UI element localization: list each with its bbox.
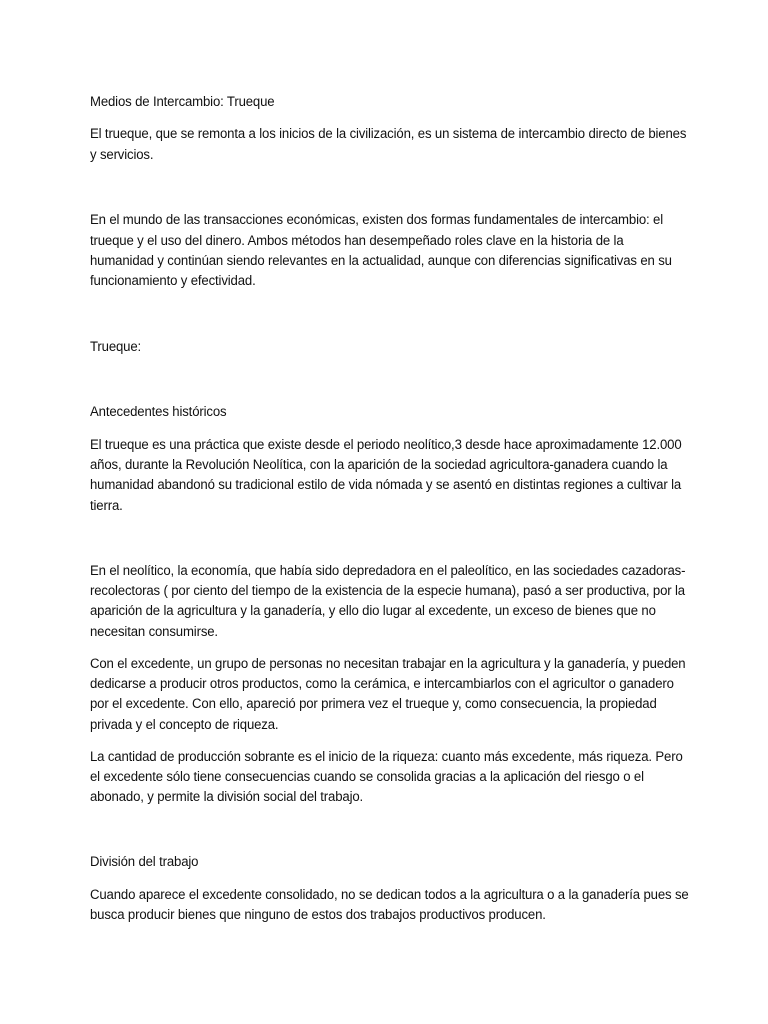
division-paragraph-1-line-1: Cuando aparece el excedente consolidado, no se dedican todos a la agricultura o a la ganadería pues se [90, 887, 689, 902]
antecedentes-paragraph-3-line-2: dedicarse a producir otros productos, como la cerámica, e intercambiarlos con el agricultor o ganadero [90, 676, 674, 691]
antecedentes-paragraph-3-line-1: Con el excedente, un grupo de personas no necesitan trabajar en la agricultura y la ganadería, y pueden [90, 656, 686, 671]
antecedentes-paragraph-2-line-4: necesitan consumirse. [90, 624, 218, 639]
antecedentes-paragraph-3-line-4: privada y el concepto de riqueza. [90, 717, 279, 732]
document-title: Medios de Intercambio: Trueque [90, 94, 275, 109]
antecedentes-paragraph-2-line-3: aparición de la agricultura y la ganadería, y ello dio lugar al excedente, un exceso de bienes que no [90, 603, 656, 618]
intro-paragraph-2-line-2: trueque y el uso del dinero. Ambos métodos han desempeñado roles clave en la historia de la [90, 233, 624, 248]
antecedentes-paragraph-1-line-1: El trueque es una práctica que existe desde el periodo neolítico,3 desde hace aproximadamente 12.000 [90, 437, 682, 452]
antecedentes-paragraph-1-line-2: años, durante la Revolución Neolítica, con la aparición de la sociedad agricultora-ganadera cuando la [90, 457, 668, 472]
section-heading-antecedentes: Antecedentes históricos [90, 404, 227, 419]
antecedentes-paragraph-1-line-4: tierra. [90, 498, 123, 513]
division-paragraph-1-line-2: busca producir bienes que ninguno de estos dos trabajos productivos producen. [90, 907, 546, 922]
intro-paragraph-1-line-1: El trueque, que se remonta a los inicios de la civilización, es un sistema de intercambio directo de bienes [90, 126, 687, 141]
section-heading-trueque: Trueque: [90, 339, 142, 354]
antecedentes-paragraph-4-line-1: La cantidad de producción sobrante es el inicio de la riqueza: cuanto más excedente, más riqueza. Pero [90, 749, 683, 764]
antecedentes-paragraph-2-line-2: recolectoras ( por ciento del tiempo de la existencia de la especie humana), pasó a ser productiva, por la [90, 583, 685, 598]
intro-paragraph-2-line-4: funcionamiento y efectividad. [90, 273, 256, 288]
intro-paragraph-2-line-3: humanidad y continúan siendo relevantes en la actualidad, aunque con diferencias significativas en su [90, 253, 672, 268]
antecedentes-paragraph-3-line-3: por el excedente. Con ello, apareció por primera vez el trueque y, como consecuencia, la propiedad [90, 696, 657, 711]
intro-paragraph-2-line-1: En el mundo de las transacciones económicas, existen dos formas fundamentales de intercambio: el [90, 212, 664, 227]
section-heading-division: División del trabajo [90, 854, 199, 869]
antecedentes-paragraph-4-line-2: el excedente sólo tiene consecuencias cuando se consolida gracias a la aplicación del riesgo o el [90, 769, 644, 784]
intro-paragraph-1-line-2: y servicios. [90, 147, 154, 162]
antecedentes-paragraph-4-line-3: abonado, y permite la división social del trabajo. [90, 789, 364, 804]
antecedentes-paragraph-1-line-3: humanidad abandonó su tradicional estilo de vida nómada y se asentó en distintas regiones a cultivar la [90, 477, 682, 492]
antecedentes-paragraph-2-line-1: En el neolítico, la economía, que había sido depredadora en el paleolítico, en las sociedades cazadoras- [90, 563, 686, 578]
